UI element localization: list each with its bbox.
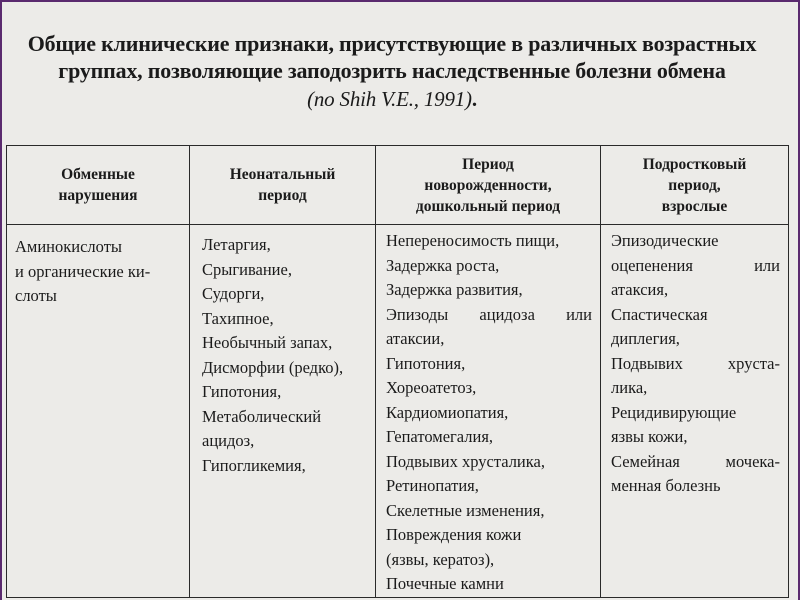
list-item: Необычный запах,: [202, 333, 333, 352]
list-item: Кардиомиопатия,: [386, 402, 509, 422]
title-source-end: .: [471, 87, 477, 111]
title-line-1: Общие клинические признаки, присутствующие в различных возрастных: [27, 31, 757, 56]
list-item: Ретинопатия,: [386, 476, 479, 495]
list-item: Хореоатетоз,: [386, 378, 477, 397]
list-item: Подвывих хруста-: [611, 353, 780, 373]
header-neonatal-period: [190, 146, 376, 225]
list-item: Летаргия,: [202, 235, 271, 254]
list-item: Почечные камни: [386, 574, 504, 593]
cell-metabolic-disorder: [7, 225, 190, 598]
list-item: слоты: [15, 286, 57, 305]
list-item: Подвывих хрусталика,: [386, 451, 545, 471]
header-text: дошкольный период: [415, 197, 561, 215]
list-item: атаксии,: [386, 329, 445, 348]
header-text: Подростковый: [642, 155, 747, 173]
document-page: [2, 2, 798, 600]
header-text: период: [258, 187, 307, 204]
list-item: Непереносимость пищи,: [386, 231, 560, 250]
cell-adolescent-adult-signs: [601, 225, 789, 598]
list-item: и органические ки-: [15, 261, 151, 281]
list-item: Скелетные изменения,: [386, 500, 545, 520]
list-item: (язвы, кератоз),: [386, 549, 495, 569]
list-item: Рецидивирующие: [611, 402, 737, 422]
clinical-signs-table: [6, 145, 789, 598]
header-text: Неонатальный: [229, 166, 336, 183]
list-item: диплегия,: [611, 329, 680, 348]
document-title: [2, 30, 782, 113]
list-item: Семейная мочека-: [611, 451, 780, 471]
list-item: язвы кожи,: [611, 427, 688, 446]
list-item: Тахипное,: [202, 308, 274, 328]
header-text: нарушения: [58, 187, 138, 204]
list-item: оцепенения или: [611, 255, 780, 275]
list-item: Эпизоды ацидоза или: [386, 304, 592, 324]
header-infancy-preschool-period: [376, 146, 601, 225]
list-item: Судорги,: [202, 284, 265, 303]
list-item: атаксия,: [611, 280, 669, 299]
cell-infancy-signs: [376, 225, 601, 598]
list-item: Спастическая: [611, 304, 708, 324]
list-item: Срыгивание,: [202, 259, 292, 279]
list-item: Метаболический: [202, 406, 322, 426]
list-item: Дисморфии (редко),: [202, 357, 344, 377]
list-item: Аминокислоты: [15, 237, 123, 256]
list-item: Гипотония,: [386, 353, 466, 373]
list-item: Задержка развития,: [386, 280, 523, 299]
header-text: взрослые: [661, 197, 728, 215]
header-text: Период: [462, 155, 514, 173]
header-text: период,: [668, 176, 721, 194]
title-source: [2, 86, 782, 113]
list-item: Эпизодические: [611, 231, 719, 250]
list-item: Повреждения кожи: [386, 525, 522, 544]
title-source-text: (по Shih V.E., 1991): [307, 87, 472, 111]
list-item: Гепатомегалия,: [386, 427, 494, 446]
cell-neonatal-signs: [190, 225, 376, 598]
table-row: [7, 225, 789, 598]
table-header-row: [7, 146, 789, 225]
list-item: Гипотония,: [202, 382, 282, 401]
header-adolescent-adult-period: [601, 146, 789, 225]
header-text: новорожденности,: [424, 176, 552, 194]
header-text: Обменные: [61, 166, 135, 183]
list-item: лика,: [611, 378, 648, 397]
list-item: ацидоз,: [202, 431, 255, 450]
title-line-2: группах, позволяющие заподозрить наследственные болезни обмена: [58, 58, 726, 83]
list-item: Гипогликемия,: [202, 455, 306, 475]
list-item: менная болезнь: [611, 476, 721, 495]
header-metabolic-disorders: [7, 146, 190, 225]
list-item: Задержка роста,: [386, 255, 500, 275]
